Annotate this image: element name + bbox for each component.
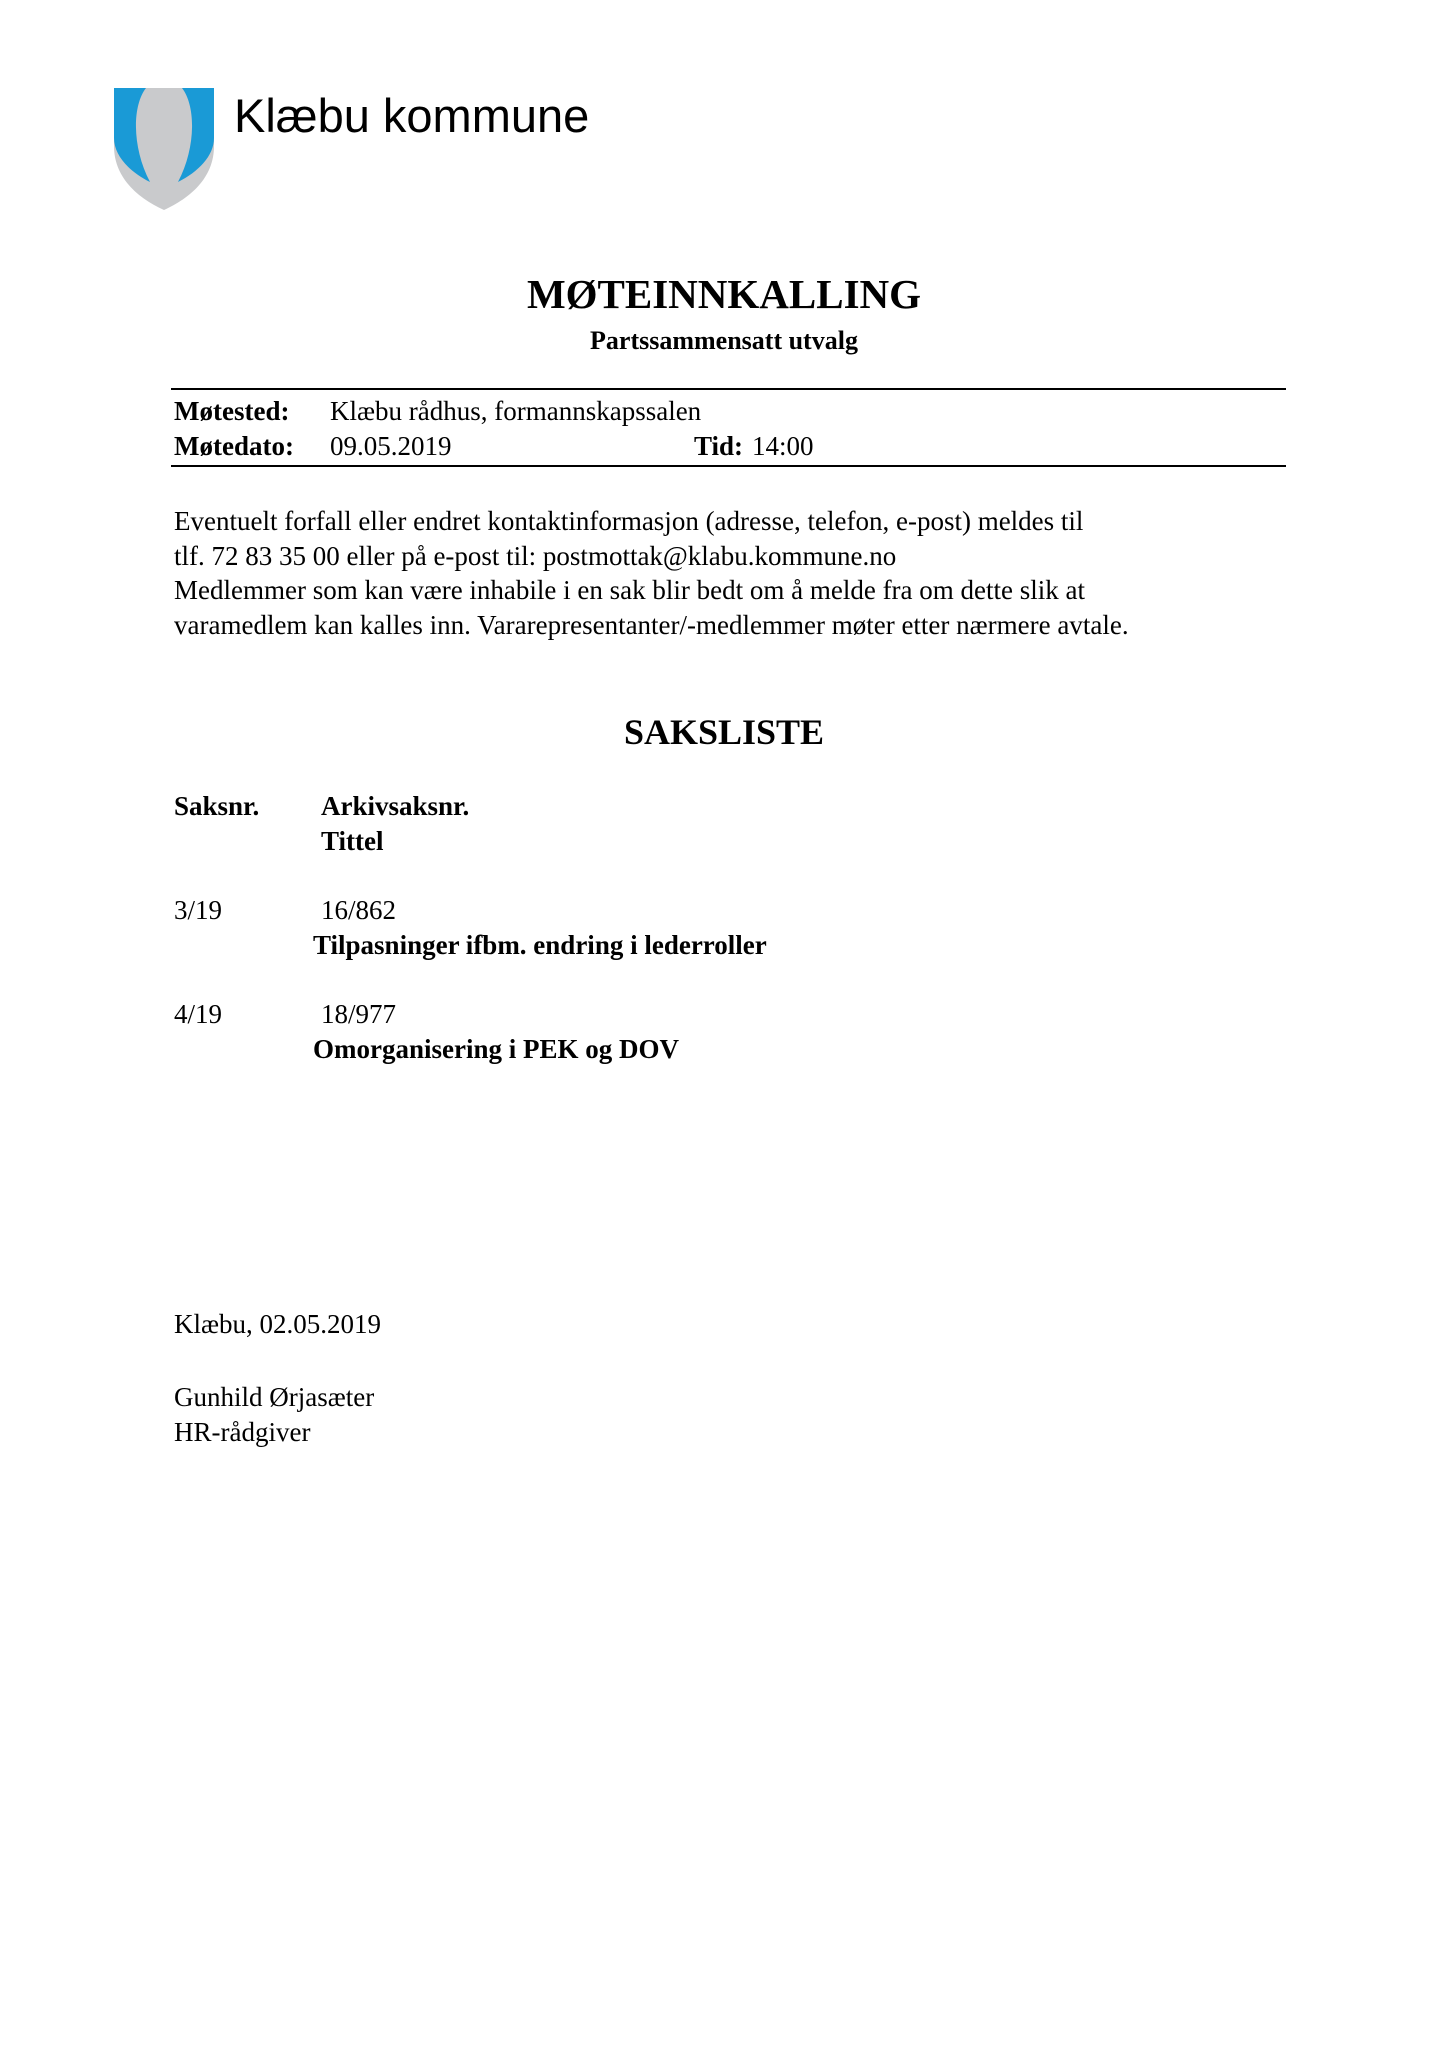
agenda-item-title: Omorganisering i PEK og DOV xyxy=(313,1034,679,1064)
meeting-time-value: 14:00 xyxy=(752,431,814,461)
place-and-date: Klæbu, 02.05.2019 xyxy=(174,1309,382,1339)
meeting-place-value: Klæbu rådhus, formannskapssalen xyxy=(330,396,702,426)
agenda-item-arkivsaksnr: 18/977 xyxy=(321,999,397,1029)
agenda-header-saksnr: Saksnr. xyxy=(174,791,260,821)
divider-bottom xyxy=(171,465,1286,467)
signer-title: HR-rådgiver xyxy=(174,1416,311,1447)
signature-block xyxy=(174,1380,374,1449)
notice-line: Medlemmer som kan være inhabile i en sak blir bedt om å melde fra om dette slik at xyxy=(174,575,1085,605)
agenda-item-arkivsaksnr: 16/862 xyxy=(321,895,397,925)
organization-name: Klæbu kommune xyxy=(234,89,590,142)
coat-of-arms-icon xyxy=(112,86,216,212)
agenda-header-tittel: Tittel xyxy=(321,826,384,856)
signer-name: Gunhild Ørjasæter xyxy=(174,1382,375,1412)
agenda-title: SAKSLISTE xyxy=(623,712,825,752)
notice-line: tlf. 72 83 35 00 eller på e-post til: postmottak@klabu.kommune.no xyxy=(174,540,897,571)
meeting-date-label: Møtedato: xyxy=(174,431,294,461)
agenda-item-saksnr: 3/19 xyxy=(174,895,223,925)
agenda-item-title: Tilpasninger ifbm. endring i lederroller xyxy=(313,930,767,960)
document-subtitle: Partssammensatt utvalg xyxy=(590,326,858,355)
meeting-time-label: Tid: xyxy=(694,431,744,461)
meeting-place-label: Møtested: xyxy=(174,396,290,426)
agenda-header-arkivsaksnr: Arkivsaksnr. xyxy=(321,791,470,821)
document-title: MØTEINNKALLING xyxy=(526,271,922,317)
notice-line: varamedlem kan kalles inn. Vararepresentanter/-medlemmer møter etter nærmere avtale. xyxy=(174,609,1129,640)
agenda-item-saksnr: 4/19 xyxy=(174,999,223,1029)
divider-top xyxy=(171,388,1286,390)
notice-line: Eventuelt forfall eller endret kontaktinformasjon (adresse, telefon, e-post) meldes til xyxy=(174,506,1084,536)
meeting-date-value: 09.05.2019 xyxy=(330,431,452,461)
notice-text xyxy=(174,504,1294,642)
